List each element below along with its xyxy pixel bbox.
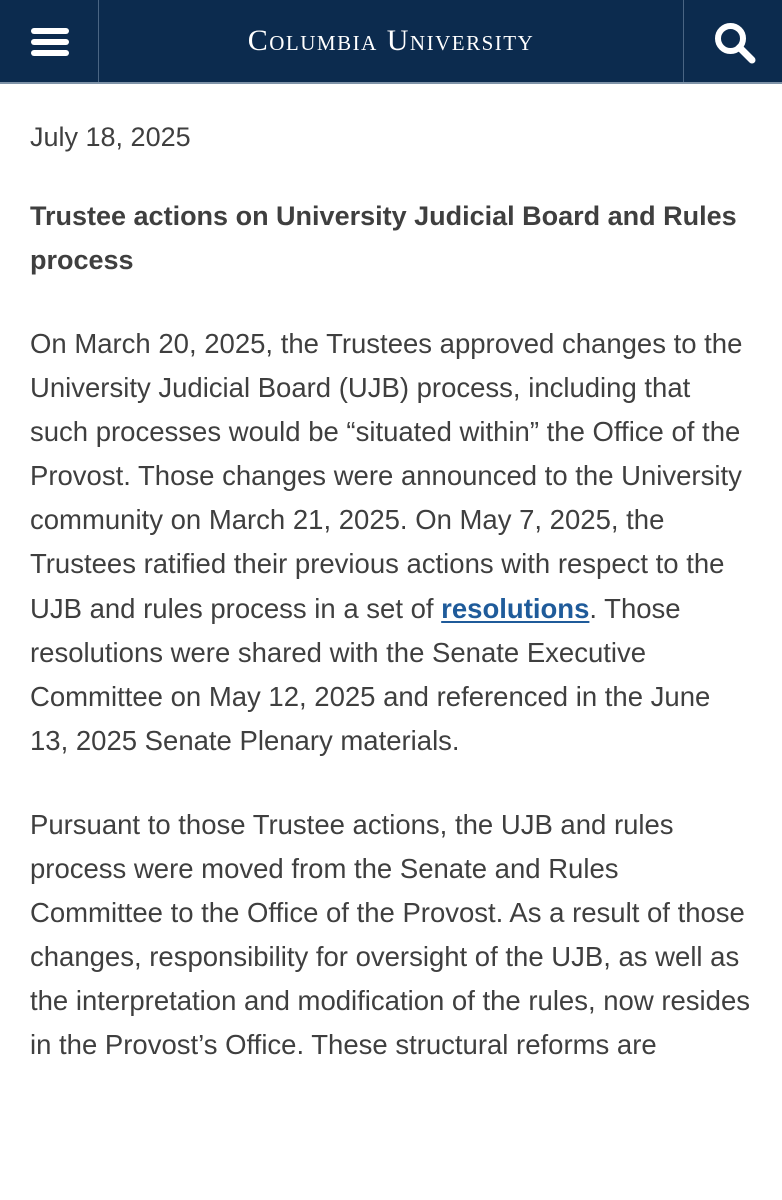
site-header	[0, 0, 782, 84]
menu-button[interactable]	[0, 0, 99, 82]
article-content	[30, 118, 752, 1108]
article-date: July 18, 2025	[30, 122, 191, 152]
paragraph-1-text-end: . Those resolutions were shared with the Senate Executive Committee on May 12, 2025 and referenced in the June 13, 2025 Senate Plenary materials.	[30, 592, 711, 756]
search-icon	[713, 21, 757, 65]
site-brand[interactable]: Columbia University	[247, 24, 535, 57]
resolutions-link[interactable]: resolutions	[441, 592, 590, 624]
paragraph-1-text-start: On March 20, 2025, the Trustees approved changes to the University Judicial Board (UJB) process, including that such processes would be “situated within” the Office of the Provost. Those changes were announced to the University community on March 21, 2025. On May 7, 2025, the Trustees ratified their previous actions with respect to the UJB and rules process in a set of	[30, 328, 743, 624]
article-paragraph-2: Pursuant to those Trustee actions, the UJB and rules process were moved from the Senate and Rules Committee to the Office of the Provost. As a result of those changes, responsibility for oversight of the UJB, as well as the interpretation and modification of the rules, now resides in the Provost’s Office. These structural reforms are	[30, 808, 750, 1061]
article-paragraph-1	[30, 322, 752, 763]
article-title: Trustee actions on University Judicial Board and Rules process	[30, 201, 737, 275]
search-button[interactable]	[683, 0, 782, 82]
